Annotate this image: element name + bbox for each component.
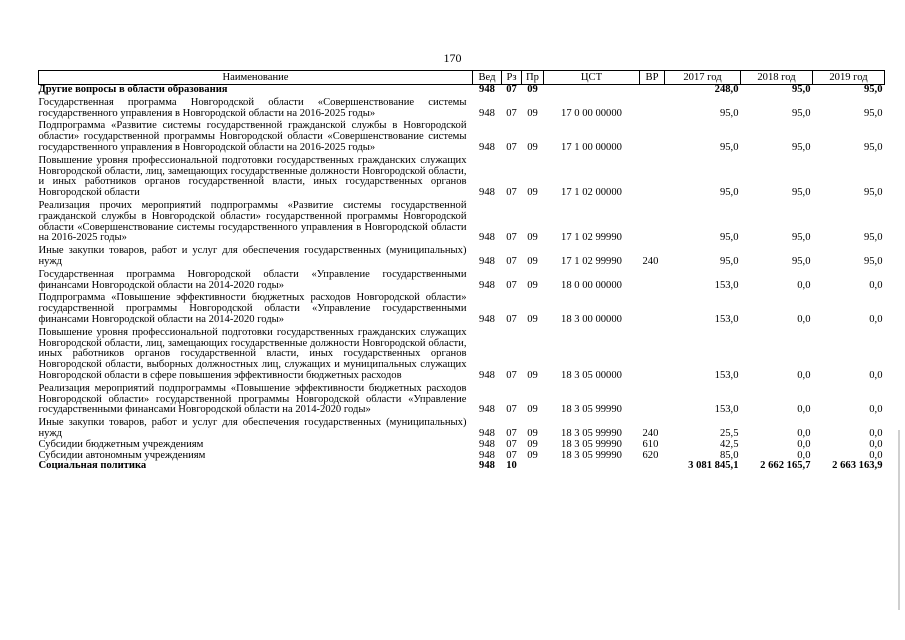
table-row — [39, 244, 885, 268]
row-2017: 153,0 — [714, 369, 739, 381]
row-vr — [640, 96, 665, 120]
page-number: 170 — [443, 51, 462, 65]
table-row — [39, 291, 885, 325]
row-cst: 18 3 05 00000 — [561, 369, 622, 381]
table-row — [39, 199, 885, 244]
table-row — [39, 154, 885, 199]
row-pr: 09 — [527, 438, 538, 450]
row-2019: 0,0 — [869, 369, 883, 381]
row-rz: 07 — [506, 141, 517, 153]
row-name: Субсидии бюджетным учреждениям — [38, 438, 204, 450]
row-vr: 610 — [642, 438, 659, 450]
row-2017: 248,0 — [714, 84, 739, 95]
row-vr: 620 — [642, 449, 659, 461]
row-name: Повышение уровня профессиональной подготовки государственных гражданских служащих Новгородской области, лиц, замещающих государственные должности Новгородской области, и иных работников органов государственной власти, иных государственных органов Новгородской области — [38, 154, 467, 199]
row-cst — [544, 461, 640, 472]
row-rz: 07 — [506, 255, 517, 267]
row-pr: 09 — [527, 279, 538, 291]
row-2019: 95,0 — [863, 141, 883, 153]
table-row — [39, 440, 885, 451]
row-pr: 09 — [527, 449, 538, 461]
row-pr — [522, 461, 544, 472]
row-2017: 3 081 845,1 — [688, 460, 739, 472]
row-2018: 0,0 — [797, 449, 811, 461]
row-ved: 948 — [479, 427, 495, 439]
table-row — [39, 96, 885, 120]
row-2019: 95,0 — [863, 232, 883, 244]
row-vr — [640, 268, 665, 292]
row-ved: 948 — [479, 449, 495, 461]
table-header — [39, 71, 885, 85]
row-2019: 0,0 — [869, 438, 883, 450]
row-2018: 0,0 — [797, 369, 811, 381]
row-2017: 85,0 — [719, 449, 739, 461]
row-name: Социальная политика — [38, 460, 147, 472]
row-name: Государственная программа Новгородской области «Совершенствование системы государственного управления в Новгородской области на 2016-2025 годы» — [38, 96, 467, 119]
table-row — [39, 416, 885, 440]
row-name: Реализация мероприятий подпрограммы «Повышение эффективности бюджетных расходов Новгородской области» государственной программы Новгородской области «Управление государственными финансами Новгородской области на 2014-2020 годы» — [38, 382, 467, 416]
row-cst: 17 1 02 99990 — [561, 232, 622, 244]
row-rz: 07 — [506, 232, 517, 244]
row-2018: 0,0 — [797, 313, 811, 325]
row-rz: 07 — [506, 84, 517, 95]
row-2018: 95,0 — [791, 84, 811, 95]
row-2017: 153,0 — [714, 279, 739, 291]
row-2018: 0,0 — [797, 279, 811, 291]
row-ved: 948 — [479, 141, 495, 153]
row-cst: 18 0 00 00000 — [561, 279, 622, 291]
row-cst: 18 3 05 99990 — [561, 427, 622, 439]
header-pr: Пр — [522, 71, 544, 85]
row-cst: 18 3 05 99990 — [561, 438, 622, 450]
row-ved: 948 — [479, 404, 495, 416]
row-vr — [640, 85, 665, 96]
scan-edge-mark — [898, 430, 900, 610]
row-name: Иные закупки товаров, работ и услуг для обеспечения государственных (муниципальных) нужд — [38, 245, 467, 267]
row-cst: 17 0 00 00000 — [561, 107, 622, 119]
row-2017: 95,0 — [719, 107, 739, 119]
header-2019: 2019 год — [813, 71, 885, 85]
row-name: Субсидии автономным учреждениям — [38, 449, 206, 461]
row-2019: 95,0 — [863, 107, 883, 119]
row-pr: 09 — [527, 313, 538, 325]
row-ved: 948 — [479, 313, 495, 325]
row-rz: 07 — [506, 107, 517, 119]
row-2018: 95,0 — [791, 255, 811, 267]
table-row — [39, 268, 885, 292]
row-vr — [640, 461, 665, 472]
row-pr: 09 — [527, 107, 538, 119]
row-vr — [640, 119, 665, 153]
row-name: Иные закупки товаров, работ и услуг для обеспечения государственных (муниципальных) нужд — [38, 417, 467, 439]
header-2017: 2017 год — [665, 71, 741, 85]
table-row — [39, 461, 885, 472]
row-name: Реализация прочих мероприятий подпрограммы «Развитие системы государственной гражданской службы в Новгородской области» государственной программы Новгородской области «Совершенствование системы государственного управления в Новгородской области на 2016-2025 годы» — [38, 199, 467, 244]
row-2018: 95,0 — [791, 141, 811, 153]
row-rz: 07 — [506, 279, 517, 291]
row-pr: 09 — [527, 255, 538, 267]
row-ved: 948 — [479, 107, 495, 119]
row-2018: 95,0 — [791, 232, 811, 244]
row-pr: 09 — [527, 84, 538, 95]
row-pr: 09 — [527, 427, 538, 439]
header-name: Наименование — [39, 71, 473, 85]
table-row — [39, 382, 885, 416]
row-ved: 948 — [479, 438, 495, 450]
row-ved: 948 — [479, 279, 495, 291]
row-2017: 95,0 — [719, 232, 739, 244]
row-name: Другие вопросы в области образования — [38, 84, 228, 95]
row-2017: 153,0 — [714, 404, 739, 416]
row-2018: 0,0 — [797, 438, 811, 450]
row-vr: 240 — [642, 427, 659, 439]
row-vr: 240 — [642, 255, 659, 267]
row-cst: 18 3 00 00000 — [561, 313, 622, 325]
row-ved: 948 — [479, 255, 495, 267]
row-2019: 95,0 — [863, 187, 883, 199]
row-ved: 948 — [479, 460, 495, 472]
row-ved: 948 — [479, 84, 495, 95]
table-row — [39, 326, 885, 382]
row-2018: 2 662 165,7 — [760, 460, 811, 472]
row-vr — [640, 291, 665, 325]
row-2017: 42,5 — [719, 438, 739, 450]
budget-table — [38, 70, 885, 472]
row-2019: 0,0 — [869, 449, 883, 461]
table-row — [39, 119, 885, 153]
row-pr: 09 — [527, 404, 538, 416]
header-2018: 2018 год — [741, 71, 813, 85]
row-cst: 17 1 02 99990 — [561, 255, 622, 267]
row-2018: 95,0 — [791, 187, 811, 199]
row-2017: 25,5 — [719, 427, 739, 439]
row-pr: 09 — [527, 141, 538, 153]
header-cst: ЦСТ — [544, 71, 640, 85]
row-cst — [544, 85, 640, 96]
row-name: Повышение уровня профессиональной подготовки государственных гражданских служащих Новгородской области, лиц, замещающих государственные должности Новгородской области, иных работников органов государственной власти, иных государственных органов Новгородской области, выборных должностных лиц, служащих и муниципальных служащих Новгородской области в сфере повышения эффективности бюджетных расходов — [38, 326, 467, 381]
row-rz: 07 — [506, 449, 517, 461]
row-cst: 18 3 05 99990 — [561, 449, 622, 461]
row-2019: 2 663 163,9 — [832, 460, 883, 472]
row-cst: 18 3 05 99990 — [561, 404, 622, 416]
row-2017: 95,0 — [719, 187, 739, 199]
row-ved: 948 — [479, 232, 495, 244]
row-2019: 0,0 — [869, 427, 883, 439]
row-rz: 07 — [506, 313, 517, 325]
row-pr: 09 — [527, 187, 538, 199]
row-2018: 0,0 — [797, 404, 811, 416]
row-ved: 948 — [479, 369, 495, 381]
row-vr — [640, 199, 665, 244]
row-2019: 0,0 — [869, 404, 883, 416]
row-pr: 09 — [527, 369, 538, 381]
row-rz: 07 — [506, 369, 517, 381]
row-name: Подпрограмма «Повышение эффективности бюджетных расходов Новгородской области» государственной программы Новгородской области «Управление государственными финансами Новгородской области на 2014-2020 годы» — [38, 292, 467, 325]
row-name: Государственная программа Новгородской области «Управление государственными финансами Новгородской области на 2014-2020 годы» — [38, 268, 467, 291]
row-2017: 153,0 — [714, 313, 739, 325]
row-cst: 17 1 00 00000 — [561, 141, 622, 153]
row-rz: 07 — [506, 187, 517, 199]
header-ved: Вед — [473, 71, 502, 85]
row-rz: 10 — [506, 460, 517, 472]
row-cst: 17 1 02 00000 — [561, 187, 622, 199]
row-2019: 0,0 — [869, 279, 883, 291]
row-2019: 95,0 — [863, 84, 883, 95]
table-row — [39, 85, 885, 96]
row-2017: 95,0 — [719, 255, 739, 267]
table-row — [39, 451, 885, 462]
row-rz: 07 — [506, 427, 517, 439]
row-2019: 0,0 — [869, 313, 883, 325]
row-2019: 95,0 — [863, 255, 883, 267]
row-rz: 07 — [506, 438, 517, 450]
row-vr — [640, 382, 665, 416]
header-vr: ВР — [640, 71, 665, 85]
row-2018: 95,0 — [791, 107, 811, 119]
row-pr: 09 — [527, 232, 538, 244]
row-vr — [640, 154, 665, 199]
row-rz: 07 — [506, 404, 517, 416]
row-name: Подпрограмма «Развитие системы государственной гражданской службы в Новгородской области» государственной программы Новгородской области «Совершенствование системы государственного управления в Новгородской области на 2016-2025 годы» — [38, 120, 467, 153]
row-2017: 95,0 — [719, 141, 739, 153]
row-vr — [640, 326, 665, 382]
row-ved: 948 — [479, 187, 495, 199]
row-2018: 0,0 — [797, 427, 811, 439]
header-rz: Рз — [502, 71, 522, 85]
